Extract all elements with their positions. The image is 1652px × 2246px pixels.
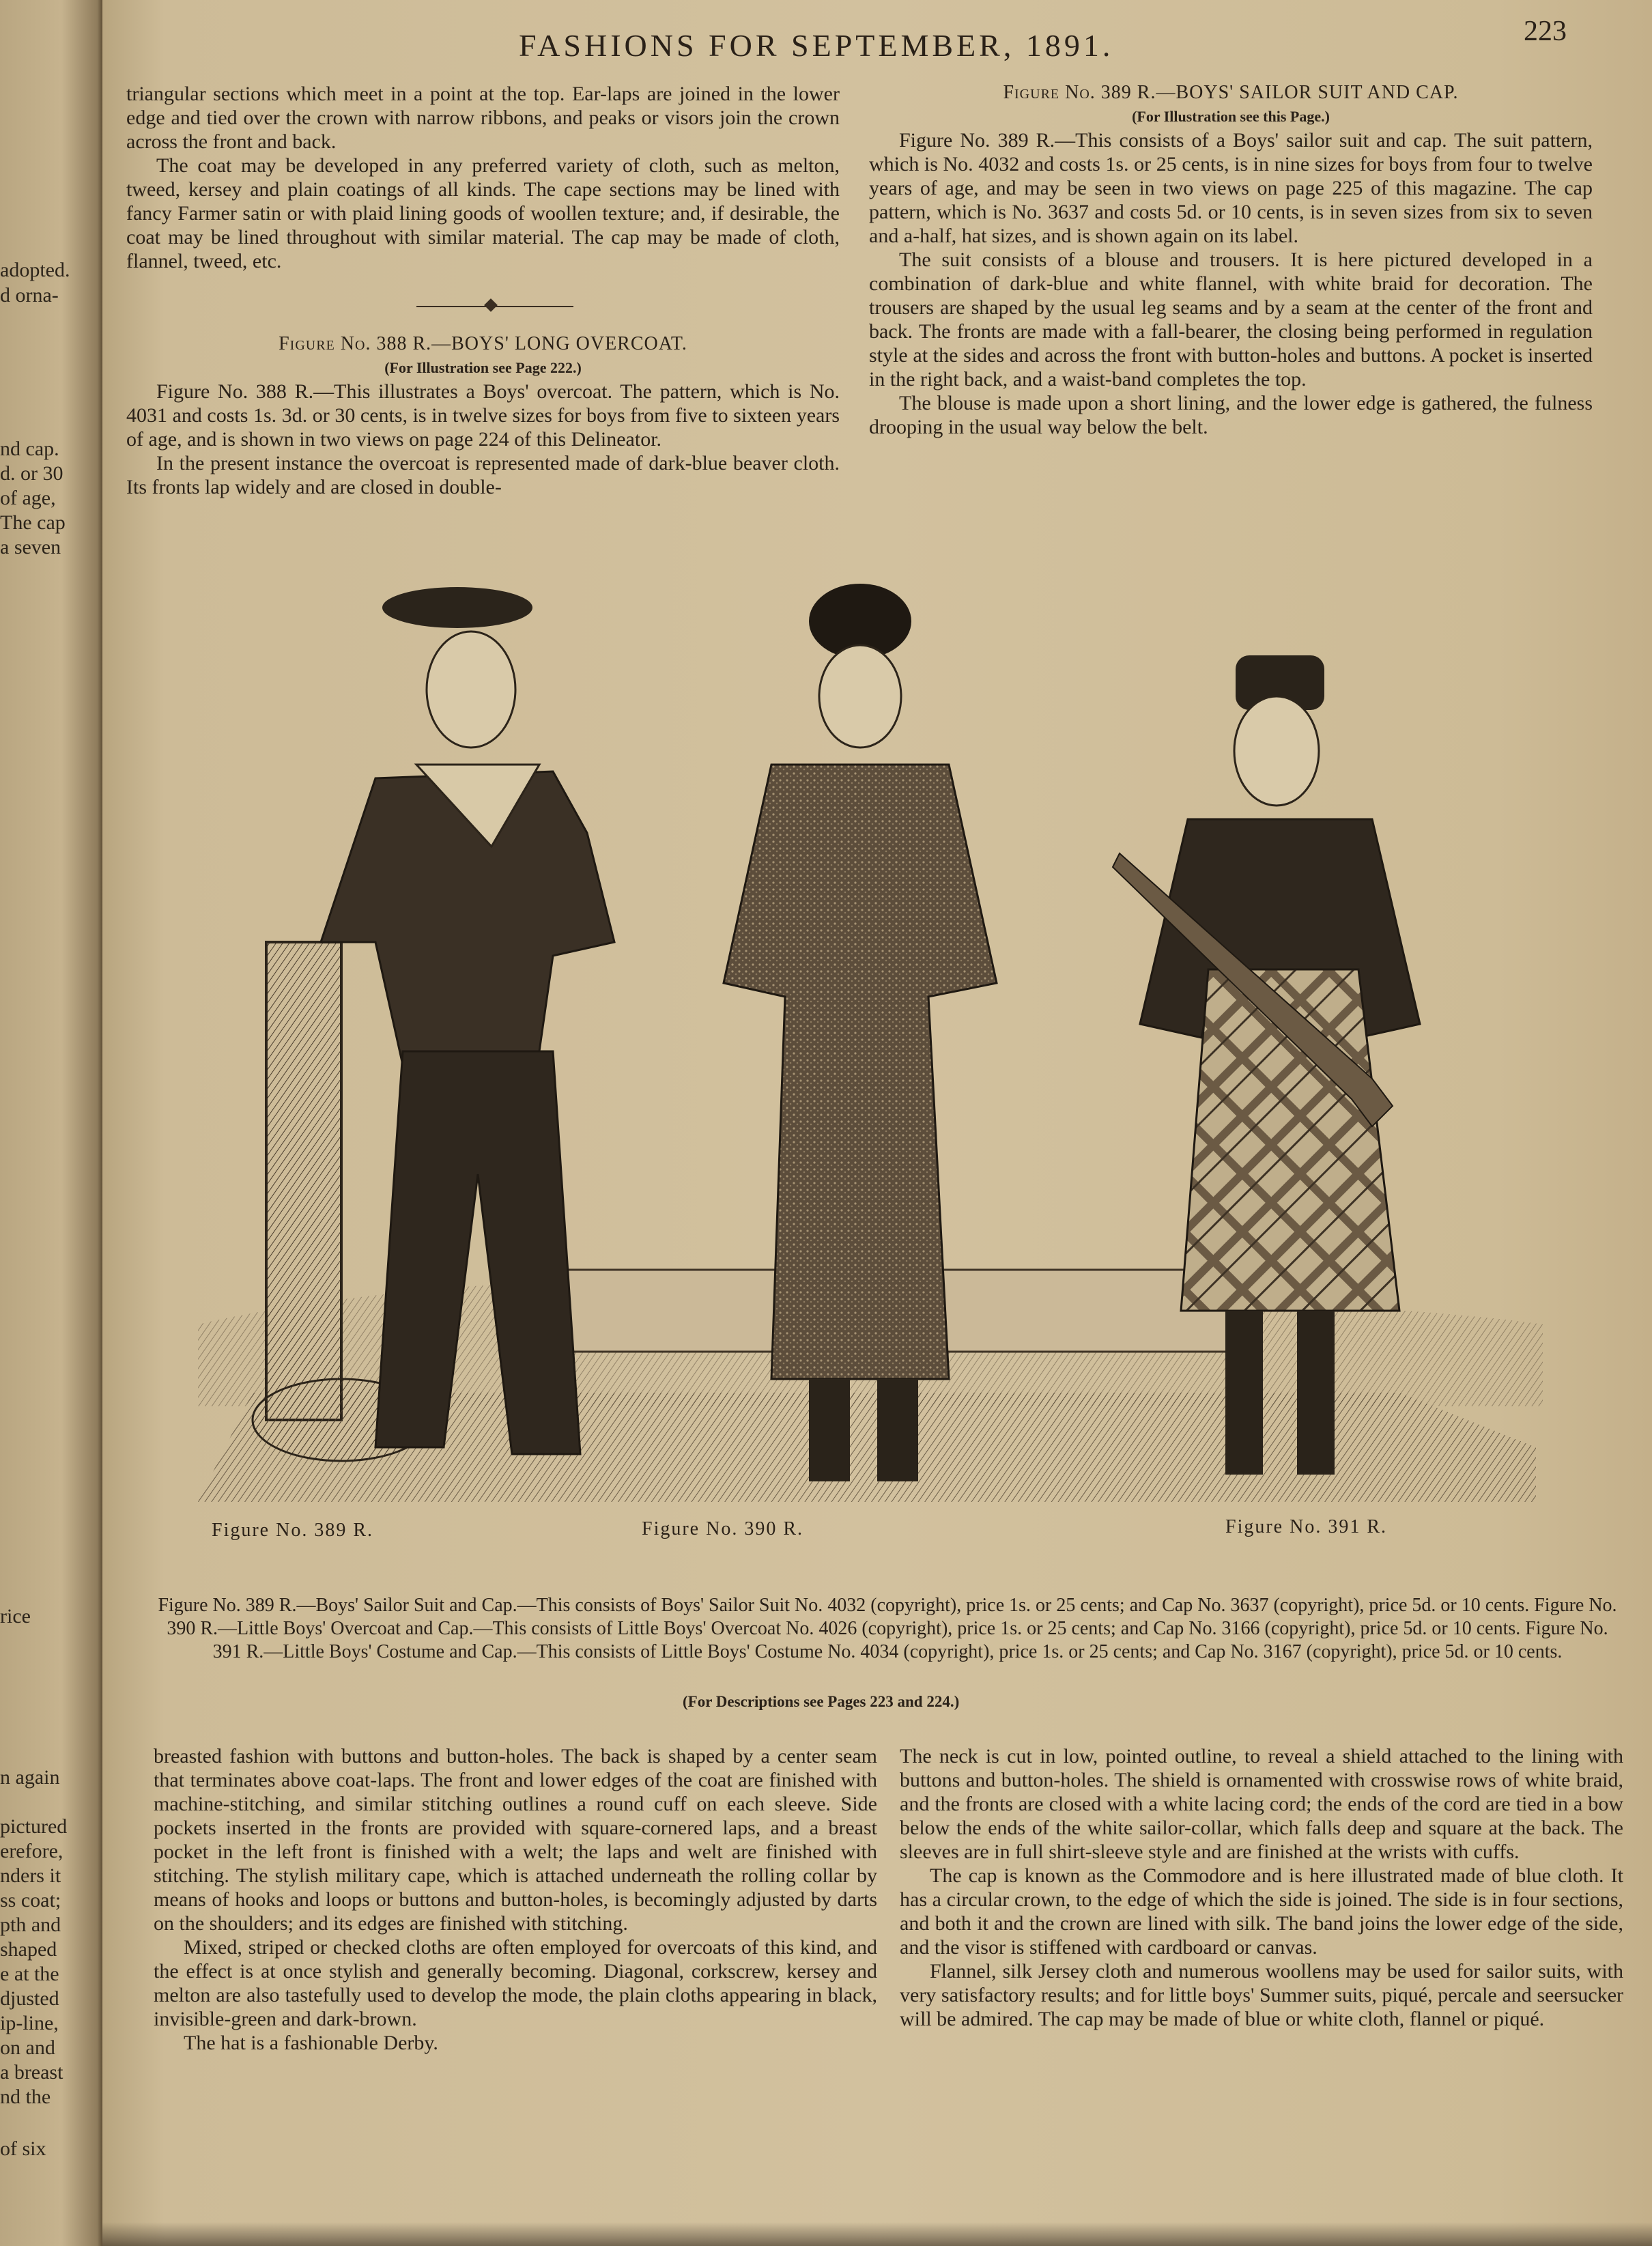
paragraph: Flannel, silk Jersey cloth and numerous woollens may be used for sailor suits, with very satisfactory results; and for little boys' Summer suits, piqué, percale and seersucker will be admired. The cap may be made of blue or white cloth, flannel or piqué.	[900, 1960, 1623, 2030]
section-subheading: (For Illustration see Page 222.)	[384, 359, 582, 376]
figure-label-390: Figure No. 390 R.	[642, 1518, 803, 1539]
facing-fragment: ip-line,	[0, 2012, 59, 2034]
top-left-column-lower	[126, 332, 840, 499]
caption-note: (For Descriptions see Pages 223 and 224.)	[683, 1693, 960, 1710]
section-heading: Figure No. 388 R.—BOYS' LONG OVERCOAT.	[279, 333, 687, 354]
facing-fragment: ss coat;	[0, 1889, 61, 1911]
paragraph: breasted fashion with buttons and button-holes. The back is shaped by a center seam that terminates above coat-laps. The front and lower edges of the coat are finished with machine-stitching, and similar stitching outlines a round cuff on each sleeve. Side pockets inserted in the fronts are provided with square-cornered laps, and a breast pocket in the left front is finished with a welt; the laps and welt are finished with stitching. The stylish military cape, which is attached underneath the rolling collar by means of hooks and loops or buttons and button-holes, is becomingly adjusted by darts on the shoulders; and its edges are finished with stitching.	[154, 1745, 877, 1935]
figure-label-391: Figure No. 391 R.	[1225, 1516, 1387, 1537]
illustration-caption: Figure No. 389 R.—Boys' Sailor Suit and Cap.—This consists of Boys' Sailor Suit No. 4032 (copyright), price 1s. or 25 cents; and Cap No. 3637 (copyright), price 5d. or 10 cents. Figure No. 390 R.—Little Boys' Overcoat and Cap.—This consists of Little Boys' Overcoat No. 4026 (copyright), price 1s. or 25 cents; and Cap No. 3166 (copyright), price 5d. or 10 cents. Figure No. 391 R.—Little Boys' Costume and Cap.—This consists of Little Boys' Costume No. 4034 (copyright), price 1s. or 25 cents; and Cap No. 3167 (copyright), price 5d. or 10 cents.	[158, 1595, 1617, 1662]
facing-fragment: nd the	[0, 2086, 51, 2108]
facing-fragment: a breast	[0, 2061, 63, 2084]
facing-fragment: pictured	[0, 1815, 68, 1838]
paragraph: The cap is known as the Commodore and is here illustrated made of blue cloth. It has a circular crown, to the edge of which the side is joined. The side is in four sections, and both it and the crown are lined with silk. The band joins the lower edge of the side, and the visor is stiffened with cardboard or canvas.	[900, 1864, 1623, 1959]
facing-fragment: a seven	[0, 536, 61, 558]
facing-fragment: nd cap.	[0, 438, 59, 460]
paragraph: triangular sections which meet in a point at the top. Ear-laps are joined in the lower edge and tied over the crown with narrow ribbons, and peaks or visors join the crown across the front and back.	[126, 83, 840, 153]
section-subheading: (For Illustration see this Page.)	[1132, 108, 1330, 125]
facing-fragment: of six	[0, 2137, 46, 2160]
fashion-illustration	[171, 560, 1577, 1543]
facing-fragment: djusted	[0, 1987, 59, 2010]
paragraph: The neck is cut in low, pointed outline, to reveal a shield attached to the lining with buttons and button-holes. The shield is ornamented with crosswise rows of white braid, and the fronts are closed with a white lacing cord; the ends of the cord are tied in a bow below the ends of the white sailor-collar, which falls deep and square at the back. The sleeves are in full shirt-sleeve style and are finished at the wrists with cuffs.	[900, 1745, 1623, 1863]
section-heading: Figure No. 389 R.—BOYS' SAILOR SUIT AND CAP.	[1003, 82, 1459, 103]
paragraph: The blouse is made upon a short lining, and the lower edge is gathered, the fulness drooping in the usual way below the belt.	[869, 392, 1593, 438]
facing-fragment: on and	[0, 2036, 55, 2059]
facing-fragment: d. or 30	[0, 462, 63, 485]
page-number: 223	[1524, 16, 1567, 47]
facing-fragment: n again	[0, 1766, 60, 1789]
facing-fragment: rice	[0, 1605, 31, 1627]
facing-fragment: nders it	[0, 1864, 61, 1887]
paragraph: Figure No. 389 R.—This consists of a Boys' sailor suit and cap. The suit pattern, which is No. 4032 and costs 1s. or 25 cents, is in nine sizes for boys from four to twelve years of age, and may be seen in two views on page 225 of this magazine. The cap pattern, which is No. 3637 and costs 5d. or 10 cents, is in seven sizes from six to seven and a-half, hat sizes, and is shown again on its label.	[869, 129, 1593, 247]
facing-fragment: of age,	[0, 487, 56, 509]
figure-label-389: Figure No. 389 R.	[212, 1520, 373, 1541]
top-right-column	[869, 81, 1593, 439]
paragraph: In the present instance the overcoat is represented made of dark-blue beaver cloth. Its fronts lap widely and are closed in double-	[126, 452, 840, 498]
facing-fragment: erefore,	[0, 1840, 63, 1862]
paragraph: The hat is a fashionable Derby.	[184, 2032, 438, 2054]
bottom-right-column	[900, 1744, 1623, 2031]
paragraph: Mixed, striped or checked cloths are often employed for overcoats of this kind, and the effect is at once stylish and generally becoming. Diagonal, corkscrew, kersey and melton are also tastefully used to develop the mode, the plain cloths appearing in black, invisible-green and dark-brown.	[154, 1936, 877, 2030]
facing-fragment: e at the	[0, 1963, 59, 1985]
facing-fragment: d orna-	[0, 284, 59, 307]
paragraph: The suit consists of a blouse and trousers. It is here pictured developed in a combination of dark-blue and white flannel, with white braid for decoration. The trousers are shaped by the usual leg seams and by a seam at the center of the front and back. The fronts are made with a fall-bearer, the closing being performed in regulation style at the sides and across the front with button-holes and buttons. A pocket is inserted in the right back, and a waist-band completes the top.	[869, 248, 1593, 390]
running-head: FASHIONS FOR SEPTEMBER, 1891.	[519, 28, 1114, 63]
wooden-post	[266, 942, 341, 1420]
top-left-column	[126, 82, 840, 273]
bottom-left-column	[154, 1744, 877, 2055]
facing-fragment: adopted.	[0, 259, 70, 281]
facing-fragment: The cap	[0, 511, 66, 534]
facing-fragment: shaped	[0, 1938, 57, 1961]
facing-fragment: pth and	[0, 1914, 61, 1936]
paragraph: Figure No. 388 R.—This illustrates a Boys' overcoat. The pattern, which is No. 4031 and costs 1s. 3d. or 30 cents, is in twelve sizes for boys from five to sixteen years of age, and is shown in two views on page 224 of this Delineator.	[126, 380, 840, 451]
page-bottom-shadow	[102, 2222, 1652, 2246]
paragraph: The coat may be developed in any preferred variety of cloth, such as melton, tweed, kersey and plain coatings of all kinds. The cape sections may be lined with fancy Farmer satin or with plaid lining goods of woollen texture; and, if desirable, the coat may be lined throughout with similar material. The cap may be made of cloth, flannel, tweed, etc.	[126, 154, 840, 272]
